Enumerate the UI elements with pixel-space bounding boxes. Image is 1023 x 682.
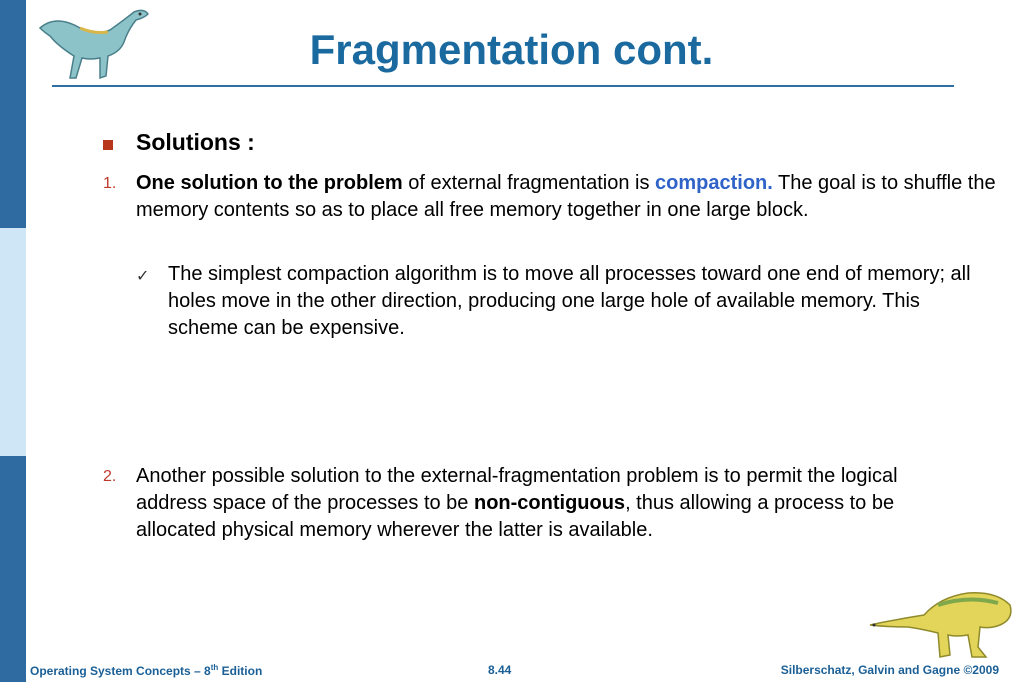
sidebar-stripe [0,0,26,682]
checkmark-icon: ✓ [136,268,150,285]
item-1-accent: compaction. [655,172,773,194]
item-1-tail: The goal is to shuffle the memory contents so as to place all free memory together in one large block. [136,172,996,221]
item-2-tail: , thus allowing a process to be allocated physical memory wherever the latter is available. [136,492,895,541]
footer-left-sup: th [210,663,219,672]
footer-right: Silberschatz, Galvin and Gagne ©2009 [780,663,999,677]
item-1-text [136,170,996,224]
sidebar-band-light [0,228,26,456]
sidebar-band-dark-bottom [0,456,26,682]
footer-left-prefix: Operating System Concepts – 8 [30,664,211,678]
item-2-text [136,463,966,544]
footer-page-number: 8.44 [488,663,512,677]
item-2-number: 2. [103,468,117,485]
square-bullet-icon [103,140,113,150]
title-divider [52,85,954,87]
dinosaur-logo-bottom [868,585,1018,665]
page-title: Fragmentation cont. [309,26,714,73]
solutions-heading: Solutions : [136,129,255,155]
footer-left-suffix: Edition [218,664,263,678]
item-1-number: 1. [103,175,117,192]
item-2-bold: non-contiguous [473,492,626,514]
item-1-lead: One solution to the problem [136,172,403,194]
item-2-lead: Another possible solution to the external-fragmentation problem is to permit the logical address space of the processes to be [136,465,898,514]
footer-left [30,663,262,678]
item-1-middle: of external fragmentation is [402,172,656,194]
sub-item-text: The simplest compaction algorithm is to move all processes toward one end of memory; all holes move in the other direction, producing one large hole of available memory. This scheme can be expensive. [168,263,971,339]
